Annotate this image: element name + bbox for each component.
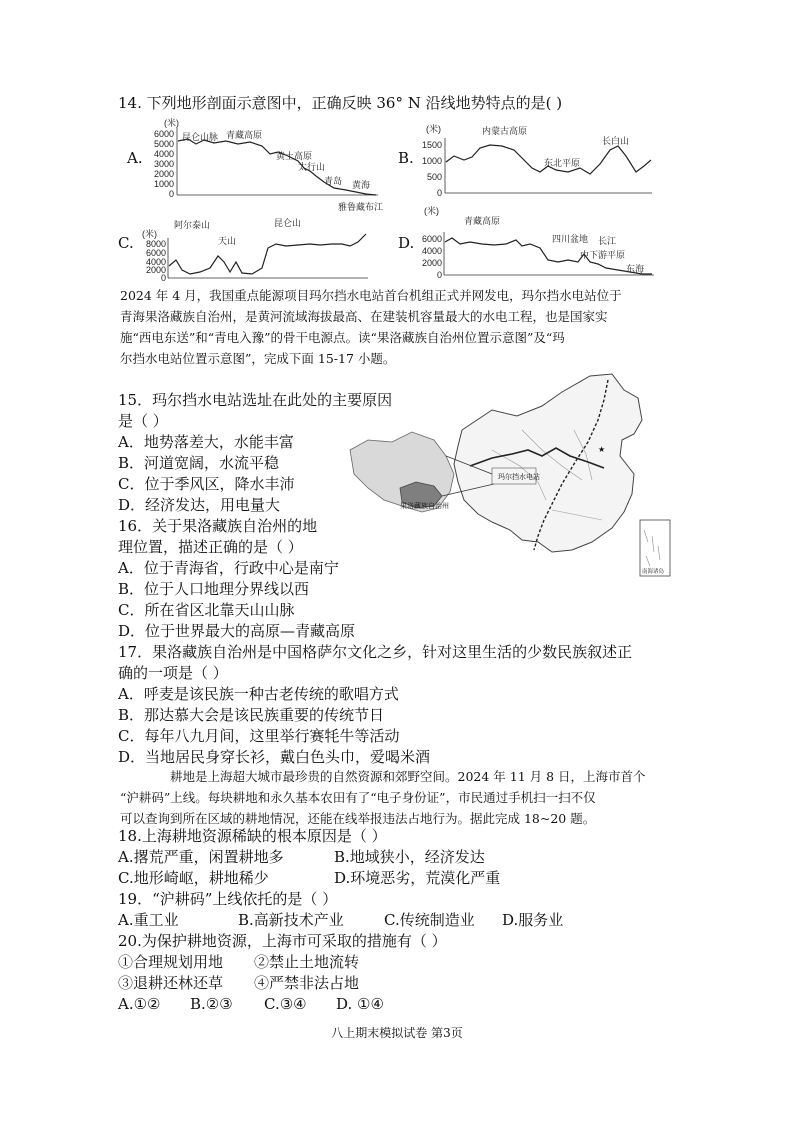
q15-stem-line2: 是（ ） [118,412,168,430]
svg-text:四川盆地: 四川盆地 [552,234,589,244]
profile-d-diagram [408,202,658,280]
q18-stem: 18.上海耕地资源稀缺的根本原因是（ ） [118,827,387,845]
passage-1-line: 施“西电东送”和“青电入豫”的骨干电源点。读“果洛藏族自治州位置示意图”及“玛 [120,330,565,345]
svg-text:6000: 6000 [421,234,442,244]
passage-2 [120,766,680,829]
q19-stem: 19．“沪耕码”上线依托的是（ ） [118,890,338,908]
q19-option-d: D.服务业 [502,911,564,929]
q17-option-b: B．那达慕大会是该民族重要的传统节日 [118,706,385,724]
svg-text:东北平原: 东北平原 [544,158,581,168]
q16-option-c: C．所在省区北靠天山山脉 [118,601,295,619]
svg-text:6000: 6000 [145,248,166,258]
map-label-maerdang: 玛尔挡水电站 [498,473,540,481]
profile-b-diagram [410,120,655,198]
q15-stem-line1: 15．玛尔挡水电站选址在此处的主要原因 [118,391,393,409]
page-footer-text: 八上期末模拟试卷 第3页 [331,1026,463,1040]
svg-text:太行山: 太行山 [298,162,326,172]
svg-text:1000: 1000 [153,179,174,189]
profile-a-option: A. [127,149,143,167]
q17-option-a: A．呼麦是该民族一种古老传统的歌唱方式 [118,685,399,703]
q19-option-c: C.传统制造业 [384,911,475,929]
q20-measure-3: ③退耕还林还草 [118,974,224,992]
svg-text:0: 0 [436,270,442,280]
svg-text:黄土高原: 黄土高原 [276,151,313,161]
svg-text:1500: 1500 [421,140,442,150]
svg-text:昆仑山脉: 昆仑山脉 [182,132,219,142]
q17-stem-line1: 17．果洛藏族自治州是中国格萨尔文化之乡，针对这里生活的少数民族叙述正 [118,643,633,661]
profile-a-unit: (米) [164,118,179,128]
svg-text:阿尔泰山: 阿尔泰山 [174,220,211,230]
q20-measure-4: ④严禁非法占地 [254,974,360,992]
svg-text:东海: 东海 [626,264,645,274]
passage-1-line: 2024 年 4 月，我国重点能源项目玛尔挡水电站首台机组正式并网发电，玛尔挡水电站位于 [120,288,622,303]
svg-text:2000: 2000 [153,169,174,179]
q16-option-d: D．位于世界最大的高原—青藏高原 [118,622,356,640]
svg-text:长白山: 长白山 [602,136,630,146]
profile-b-unit: (米) [426,124,441,134]
q20-option-a: A.①② [118,995,161,1013]
svg-text:青岛: 青岛 [324,176,343,186]
q18-option-d: D.环境恶劣，荒漠化严重 [334,869,501,887]
svg-text:黄海: 黄海 [352,180,371,190]
svg-text:雅鲁藏布江: 雅鲁藏布江 [338,202,384,212]
q15-option-c: C．位于季风区，降水丰沛 [118,475,295,493]
passage-1-line: 青海果洛藏族自治州，是黄河流域海拔最高、在建装机容量最大的水电工程，也是国家实 [120,309,608,324]
china-outline-shape [454,374,642,552]
svg-text:内蒙古高原: 内蒙古高原 [482,126,528,136]
q16-option-a: A．位于青海省，行政中心是南宁 [118,559,339,577]
svg-text:5000: 5000 [153,139,174,149]
south-china-sea-inset [640,520,670,576]
q17-option-d: D．当地居民身穿长衫，戴白色头巾，爱喝米酒 [118,748,431,766]
page-footer [0,1022,794,1041]
svg-text:0: 0 [168,189,174,199]
svg-text:长江: 长江 [598,236,617,246]
q18-option-a: A.撂荒严重，闲置耕地多 [118,848,284,866]
svg-text:4000: 4000 [145,257,166,267]
svg-text:6000: 6000 [153,129,174,139]
svg-text:0: 0 [160,273,166,283]
location-map [342,370,672,580]
svg-text:中下游平原: 中下游平原 [580,250,626,260]
svg-text:4000: 4000 [421,246,442,256]
map-label-south-china-sea: 南海诸岛 [642,569,665,575]
passage-1 [120,285,680,369]
svg-text:青藏高原: 青藏高原 [226,130,263,140]
q20-measure-2: ②禁止土地流转 [254,953,360,971]
map-label-guoluo: 果洛藏族自治州 [400,502,449,510]
q15-option-d: D．经济发达，用电量大 [118,496,281,514]
profile-c-diagram [136,198,384,283]
profile-d-option: D. [398,234,415,252]
q18-option-b: B.地域狭小，经济发达 [334,848,485,866]
q20-option-b: B.②③ [190,995,233,1013]
profile-d-unit: (米) [424,206,439,216]
q17-stem-line2: 确的一项是（ ） [118,664,228,682]
q19-option-a: A.重工业 [118,911,179,929]
svg-text:8000: 8000 [145,239,166,249]
svg-text:2000: 2000 [145,265,166,275]
svg-text:1000: 1000 [421,156,442,166]
svg-text:青藏高原: 青藏高原 [464,216,501,226]
q20-stem: 20.为保护耕地资源，上海市可采取的措施有（ ） [118,932,447,950]
q15-option-a: A．地势落差大，水能丰富 [118,433,294,451]
q18-option-c: C.地形崎岖，耕地稀少 [118,869,269,887]
q20-option-c: C.③④ [264,995,307,1013]
q16-option-b: B．位于人口地理分界线以西 [118,580,310,598]
capital-star-icon: ★ [598,445,606,454]
svg-text:500: 500 [426,172,442,182]
profile-c-unit: (米) [142,229,157,239]
passage-2-line: 耕地是上海超大城市最珍贵的自然资源和郊野空间。2024 年 11 月 8 日，上海市首个 [170,769,646,784]
passage-2-line: “沪耕码”上线。每块耕地和永久基本农田有了“电子身份证”，市民通过手机扫一扫不仅 [120,790,596,805]
q14-stem: 14. 下列地形剖面示意图中，正确反映 36° N 沿线地势特点的是( ) [118,94,563,112]
passage-2-line: 可以查询到所在区域的耕地情况，还能在线举报违法占地行为。据此完成 18~20 题。 [120,811,596,826]
passage-1-line: 尔挡水电站位置示意图”，完成下面 15-17 小题。 [120,351,396,366]
svg-text:天山: 天山 [218,236,237,246]
q16-stem-line1: 16．关于果洛藏族自治州的地 [118,517,318,535]
q20-measure-1: ①合理规划用地 [118,953,224,971]
q15-option-b: B．河道宽阔，水流平稳 [118,454,280,472]
q16-stem-line2: 理位置，描述正确的是（ ） [118,538,303,556]
profile-c-option: C. [118,234,134,252]
svg-text:3000: 3000 [153,159,174,169]
profile-b-option: B. [398,149,414,167]
svg-text:昆仑山: 昆仑山 [274,218,302,228]
svg-text:2000: 2000 [421,258,442,268]
profile-a-diagram [138,116,383,198]
q17-option-c: C．每年八九月间，这里举行赛牦牛等活动 [118,727,400,745]
q20-option-d: D. ①④ [336,995,384,1013]
svg-text:4000: 4000 [153,149,174,159]
svg-text:0: 0 [436,188,442,198]
q19-option-b: B.高新技术产业 [238,911,344,929]
